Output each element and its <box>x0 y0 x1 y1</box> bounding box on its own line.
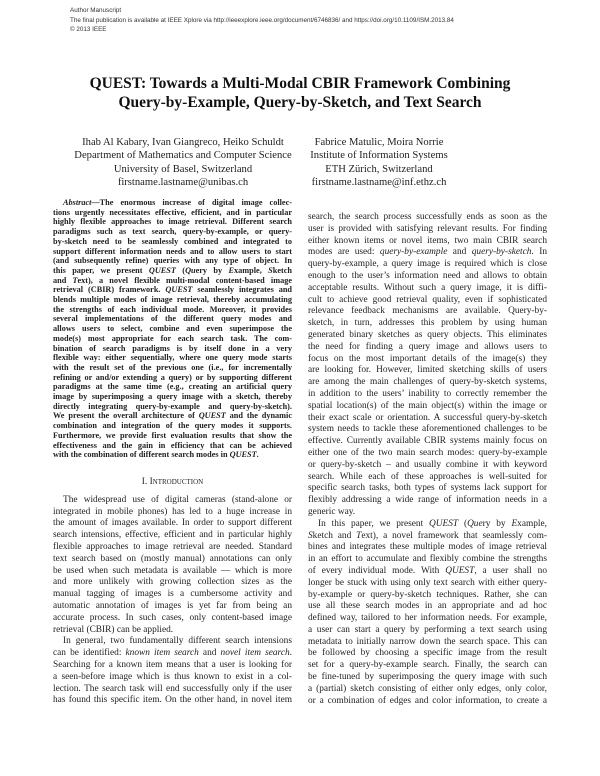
manuscript-label: Author Manuscript <box>70 7 122 14</box>
text-line: acceptable results. Without such a query image, it is diffi- <box>308 282 547 293</box>
text-line: are looking for. However, limited sketching skills of users <box>308 365 547 376</box>
text-line: the amount of images available. In order to support different <box>53 518 292 529</box>
title-line-1: QUEST: Towards a Multi-Modal CBIR Framework Combining <box>89 75 511 92</box>
text-line: paradigms such as text search, query-by-example, or query- <box>53 227 292 237</box>
text-line: manual tagging of images is a cumbersome activity and <box>53 589 292 600</box>
emphasized-text: S <box>308 530 313 541</box>
text-line: user is provided with satisfying relevant results. For finding <box>308 223 547 234</box>
text-line: bination of search paradigms is by itself done in a very <box>53 343 292 353</box>
text-line: effectiveness and the gain in efficiency that can be achieved <box>53 440 292 450</box>
paragraph <box>53 495 292 637</box>
author-email: firstname.lastname@inf.ethz.ch <box>311 177 447 189</box>
text-line: this paper, we present QUEST (Query by Example, Sketch <box>53 265 292 275</box>
text-line: query-by-example, a query image is required which is close <box>308 259 547 270</box>
text-line: automatic annotation of images is yet far from being an <box>53 600 292 611</box>
text-line: integrated in mobile phones) has led to a huge increase in <box>53 506 292 517</box>
text-line: or query-by-sketch – and usually combine it with keyword <box>308 459 547 470</box>
emphasized-text: QUEST <box>148 265 176 275</box>
emphasized-text: query-by-example <box>379 247 448 258</box>
text-line: blends multiple modes of image retrieval, thereby accumulating <box>53 295 292 305</box>
text-line: set for a query-by-example search. Finally, the search can <box>308 660 547 671</box>
text-line: image by superimposing a query image with a sketch, thereby <box>53 392 292 402</box>
text-line: directly integrating query-by-example and query-by-sketch). <box>53 401 292 411</box>
text-line: a (partial) sketch consisting of either only edges, only color, <box>308 683 547 694</box>
text-line: We present the overall architecture of QUEST and the dynamic <box>53 411 292 421</box>
section-heading-introduction <box>53 477 292 489</box>
text-line: tions urgently necessitates effective, efficient, and in particular <box>53 207 292 217</box>
text-line: generic way. <box>308 506 356 517</box>
introduction-text-left <box>53 495 292 707</box>
section-number: I. <box>141 477 148 487</box>
text-line: bines and integrates these multiple modes of image retrieval <box>308 542 547 553</box>
text-line: Searching for a known item means that a user is looking for <box>53 659 292 670</box>
author-names: Fabrice Matulic, Moira Norrie <box>314 137 444 148</box>
emphasized-text: T <box>72 275 78 285</box>
text-line: by-sketch need to be seamlessly combined and integrated to <box>53 236 292 246</box>
author-department: Department of Mathematics and Computer Science <box>74 150 292 162</box>
paper-title <box>0 74 600 112</box>
text-line: specific search tasks, both types of systems lack support for <box>308 483 547 494</box>
introduction-right-column <box>308 212 547 707</box>
text-line: mode(s) most appropriate for each search task. The com- <box>53 333 292 343</box>
text-line: combination and integration of the query modes it supports. <box>53 421 292 431</box>
text-line: or a combination of edges and color information, to create a <box>308 695 547 706</box>
author-block-basel <box>63 136 303 190</box>
text-line: search, the search process successfully ends as soon as the <box>308 212 547 222</box>
text-line: several implementations of the different query modes and <box>53 314 292 324</box>
paragraph <box>53 636 292 707</box>
emphasized-text: Qu <box>185 265 196 275</box>
emphasized-text: novel item search <box>220 648 290 659</box>
text-line: in an effort to accumulate and flexibly combine the strengths <box>308 554 547 565</box>
text-line: can be identified: known item search and novel item search. <box>53 648 292 659</box>
text-line: longer be stuck with using only text search with either query- <box>308 577 547 588</box>
text-line: paradigms at the same time (e.g., creating an artificial query <box>53 382 292 392</box>
text-line: lection. The search task will end successfully only if the user <box>53 683 292 694</box>
paragraph <box>53 198 292 460</box>
text-line: with the result set of the previous one (i.e., for incrementally <box>53 362 292 372</box>
text-line: effective. Currently available CBIR systems mainly focus on <box>308 436 547 447</box>
emphasized-text: QUEST <box>198 411 226 421</box>
paragraph <box>308 519 547 708</box>
text-line: and more unlikely with growing collection sizes as the <box>53 577 292 588</box>
text-line: their exact scale or orientation. A successful query-by-sketch <box>308 412 547 423</box>
author-university: ETH Zürich, Switzerland <box>325 163 433 175</box>
abstract <box>53 198 292 460</box>
publication-note: The final publication is available at IEEE Xplore via http://ieeexplore.ieee.org/document/6746836/ and https://doi.org/10.1109/ISM.2013.84 <box>70 16 454 24</box>
text-line: Furthermore, we provide first evaluation results that show the <box>53 430 292 440</box>
text-line: and Text), a novel flexible multi-modal content-based image <box>53 275 292 285</box>
text-line: are among the main challenges of query-by-sketch systems, <box>308 377 547 388</box>
text-line: metadata to initially narrow down the search space. This can <box>308 636 547 647</box>
emphasized-text: Que <box>467 518 483 529</box>
emphasized-text: QUEST <box>429 518 459 529</box>
paragraph <box>308 212 547 519</box>
text-line: defined way, tailored to her information needs. For example, <box>308 613 547 624</box>
text-line: focus on the most important details of the image(s) they <box>308 353 547 364</box>
text-line: refining or and/or extending a query) or by supporting different <box>53 372 292 382</box>
text-line: flexibly addressing a wide range of information needs in a <box>308 495 547 506</box>
text-line: (and subsequently refine) queries with any type of object. In <box>53 256 292 266</box>
emphasized-text: Abstract <box>63 198 92 207</box>
text-line: the strengths of each individual mode. Moreover, it provides <box>53 304 292 314</box>
text-line: be fine-tuned by superimposing the query image with such <box>308 672 547 683</box>
text-line: be used when such metadata is available — which is more <box>53 565 292 576</box>
text-line: Abstract—The enormous increase of digital image collec- <box>63 198 292 207</box>
text-line: be followed by choosing a specific image from the result <box>308 648 547 659</box>
text-line: allows users to select, combine and even superimpose the <box>53 324 292 334</box>
text-line: sketch, in turn, addresses this problem by using human <box>308 318 547 329</box>
emphasized-text: known item search <box>125 648 199 659</box>
text-line: Sketch and Text), a novel framework that seamlessly com- <box>308 530 547 541</box>
text-line: by-example or query-by-sketch techniques. Rather, she can <box>308 589 547 600</box>
text-line: retrieval (CBIR) framework. QUEST seamlessly integrates and <box>53 285 292 295</box>
emphasized-text: QUEST <box>445 565 475 576</box>
emphasized-text: QUEST <box>165 285 193 295</box>
text-line: either one of the two main search modes: query-by-example <box>308 447 547 458</box>
text-line: search. While each of these approaches is well-suited for <box>308 471 547 482</box>
text-line: use all these search modes in an appropriate and ad hoc <box>308 601 547 612</box>
text-line: of every individual mode. With QUEST, a user shall no <box>308 565 548 576</box>
text-line: generated binary sketches as query objects. This eliminates <box>308 329 547 340</box>
text-line: system needs to tackle these aforementioned challenges to be <box>308 424 547 435</box>
introduction-left-column <box>53 477 292 707</box>
text-line: a user can start a query by performing a text search using <box>308 624 547 635</box>
author-university: University of Basel, Switzerland <box>113 163 253 175</box>
author-email: firstname.lastname@unibas.ch <box>117 177 249 189</box>
text-line: text search based on (mostly manual) annotations can only <box>53 553 292 564</box>
text-line: the need for finding a query image and allows users to <box>308 341 547 352</box>
emphasized-text: T <box>356 530 362 541</box>
text-line: in addition to the users’ inability to correctly remember the <box>308 388 547 399</box>
text-line: The widespread use of digital cameras (stand-alone or <box>63 494 292 505</box>
emphasized-text: E <box>228 265 235 275</box>
author-block-eth <box>300 136 458 190</box>
text-line: In this paper, we present QUEST (Query by Example, <box>318 518 547 529</box>
text-line: enough to the user’s information need and allows to obtain <box>308 270 547 281</box>
copyright: © 2013 IEEE <box>70 26 107 34</box>
text-line: a seen-before image which is thus known to exist in a col- <box>53 671 292 682</box>
author-department: Institute of Information Systems <box>310 150 448 162</box>
text-line: with the combination of different search modes in QUEST. <box>53 450 259 460</box>
text-line: spatial location(s) of the main object(s) within the image or <box>308 400 547 411</box>
text-line: either known items or novel items, two main CBIR search <box>308 235 547 246</box>
section-title: Introduction <box>149 477 204 487</box>
text-line: flexible way: either sequentially, where one query mode starts <box>53 353 292 363</box>
text-line: search intensions, effective, efficient and in particular highly <box>53 530 292 541</box>
emphasized-text: QUEST <box>229 450 257 460</box>
text-line: modes are used: query-by-example and query-by-sketch. In <box>308 247 547 258</box>
text-line: cult to achieve good retrieval quality, even if sophisticated <box>308 294 547 305</box>
text-line: In general, two fundamentally different search intensions <box>63 636 292 647</box>
text-line: has found this specific item. On the other hand, in novel item <box>53 695 292 706</box>
emphasized-text: query-by-sketch <box>471 247 532 258</box>
text-line: relevance feedback mechanisms are available. Query-by- <box>308 306 547 317</box>
text-line: flexible approaches to image retrieval are needed. Standard <box>53 541 292 552</box>
text-line: retrieval (CBIR) can be applied. <box>53 624 174 635</box>
manuscript-notice <box>70 6 454 35</box>
emphasized-text: S <box>268 265 273 275</box>
text-line: highly flexible approaches to image retrieval. Different search <box>53 217 292 227</box>
text-line: accurate process. In such cases, only content-based image <box>53 612 292 623</box>
emphasized-text: E <box>511 518 518 529</box>
author-names: Ihab Al Kabary, Ivan Giangreco, Heiko Schuldt <box>82 137 284 148</box>
title-line-2: Query-by-Example, Query-by-Sketch, and Text Search <box>118 94 482 111</box>
text-line: support different information needs and to allow users to start <box>53 246 292 256</box>
